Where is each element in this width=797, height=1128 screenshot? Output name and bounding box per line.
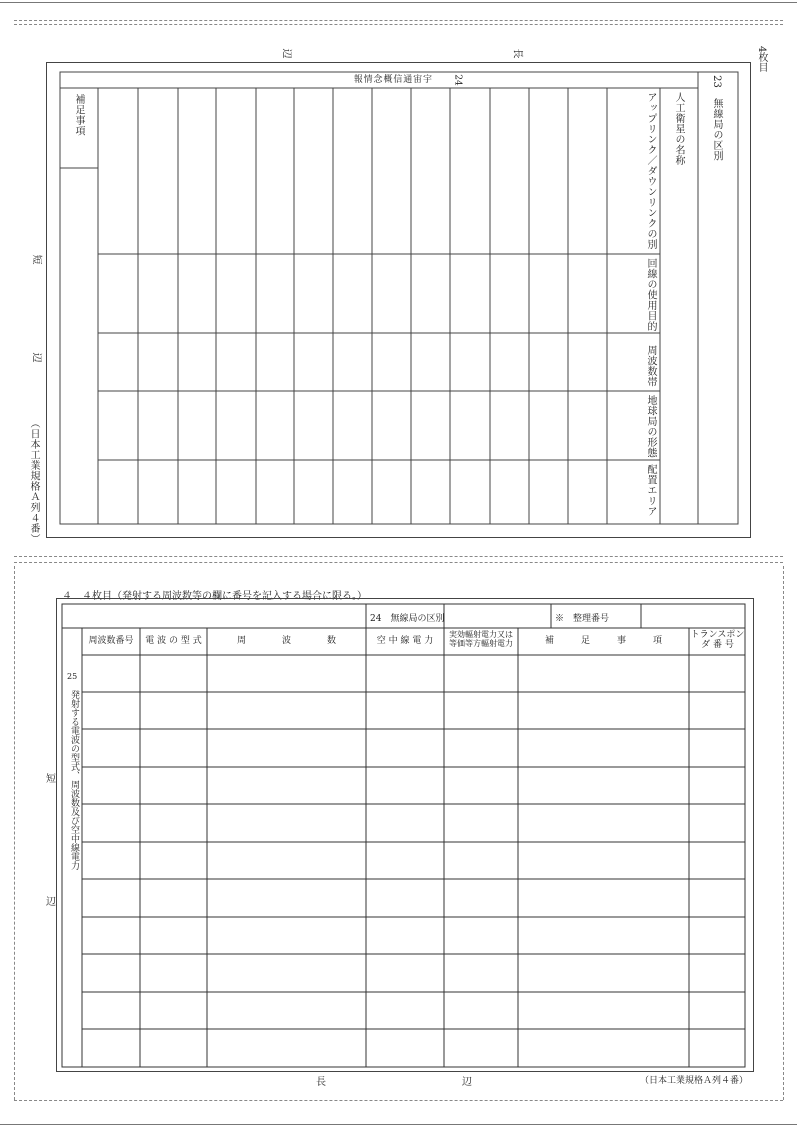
col-note: 補 足 事 項 — [544, 636, 662, 646]
page1-purpose: 回線の使用目的 — [645, 258, 656, 332]
page1-area: 配置エリア — [645, 464, 656, 517]
page1-sheet-label: 4枚目 — [756, 46, 767, 73]
page1-uplink: アップリンク／ダウンリンクの別 — [645, 92, 656, 250]
page2-short-edge-1: 辺 — [46, 897, 56, 908]
col-type: 電 波 の 型 式 — [145, 636, 202, 646]
page1-supplement: 補足事項 — [73, 94, 84, 136]
page1-satellite-name: 人工衛星の名称 — [673, 92, 684, 166]
page2-item24-label: 24 無線局の区別 — [370, 614, 445, 624]
page1-item23: 23 — [710, 75, 722, 88]
item25-text: 発射する電波の型式、周波数及び空中線電力 — [69, 690, 79, 870]
page2-ref-label: ※ 整理番号 — [555, 614, 610, 624]
col-freq-no: 周波数番号 — [88, 636, 134, 646]
page1-band: 周波数帯 — [645, 345, 656, 387]
page1-station-class: 無線局の区別 — [711, 98, 722, 161]
page1-item24: 24 — [452, 74, 463, 86]
col-power: 空 中 線 電 力 — [376, 636, 434, 646]
bottom-cut-line — [14, 1100, 783, 1101]
col-freq: 周 波 数 — [236, 636, 336, 646]
page1-space-info: 宇宙通信概念情報 — [351, 74, 431, 83]
page1-long-edge-0: 長 — [511, 48, 523, 59]
page1-short-edge-1: 辺 — [30, 352, 42, 363]
page1-earth-type: 地球局の形態 — [645, 395, 656, 458]
page2-jis-note: （日本工業規格Ａ列４番） — [640, 1076, 749, 1086]
item25-number: 25 — [67, 672, 78, 681]
page1-short-edge-0: 短 — [30, 254, 42, 265]
page1-jis-note: （日本工業規格Ａ列４番） — [28, 418, 39, 544]
page2-long-edge-0: 長 — [316, 1077, 326, 1088]
col-erp: 実効輻射電力又は等価等方輻射電力 — [449, 630, 513, 649]
page1-long-edge-1: 辺 — [280, 48, 292, 59]
page2-heading: ４ ４枚目（発射する周波数等の欄に番号を記入する場合に限る。） — [62, 591, 367, 602]
col-transponder: トランスポンダ 番 号 — [690, 630, 745, 651]
bottom-rule — [0, 1124, 797, 1125]
page2-long-edge-1: 辺 — [462, 1077, 472, 1088]
page2-short-edge-0: 短 — [46, 774, 56, 785]
